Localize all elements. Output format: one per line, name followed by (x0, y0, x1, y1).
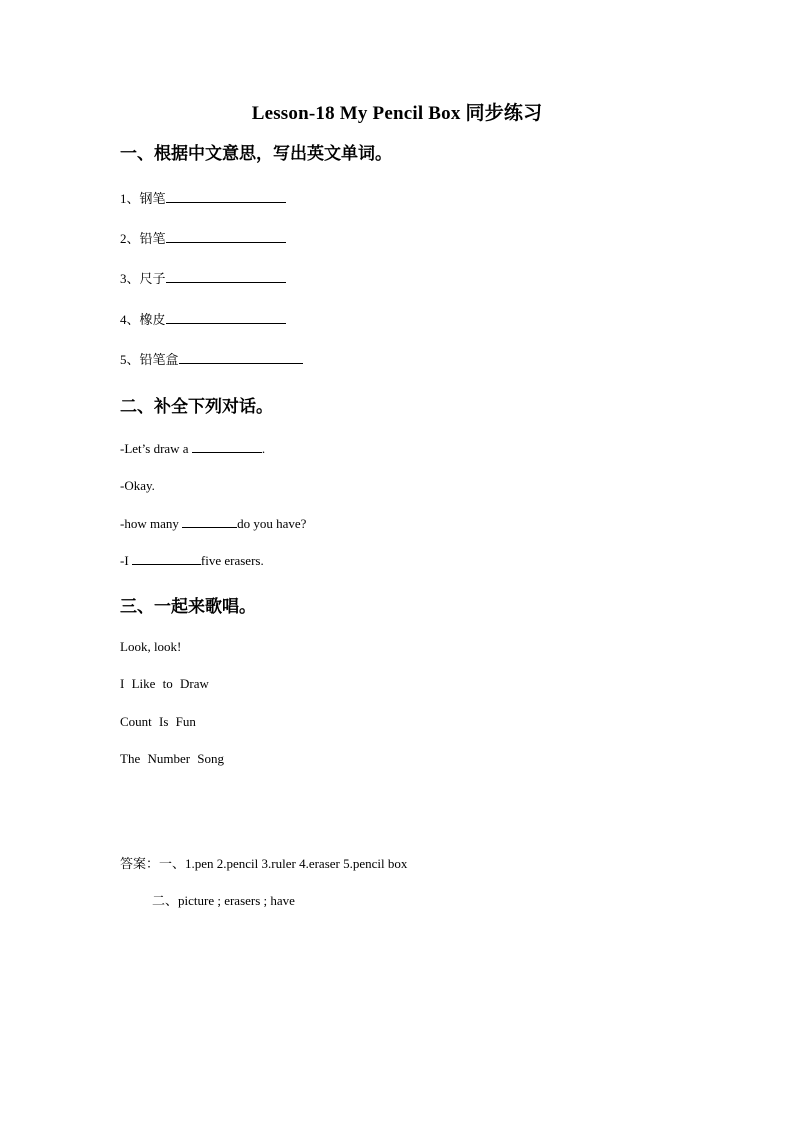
page-title: Lesson-18 My Pencil Box 同步练习 (251, 103, 543, 124)
song-title: Look, look! (120, 639, 182, 654)
answer-blank[interactable] (166, 230, 286, 243)
dialogue-line-1 (120, 440, 265, 457)
answer-blank[interactable] (166, 190, 286, 203)
dialogue-text: -I (120, 553, 132, 568)
item-label: 铅笔 (139, 231, 166, 246)
dialogue-text: -Let’s draw a (120, 441, 192, 456)
vocab-item-3 (120, 268, 286, 287)
song-title: Count Is Fun (120, 714, 196, 729)
item-number: 5、 (120, 352, 140, 367)
dialogue-text: five erasers. (200, 553, 264, 568)
answer-blank[interactable] (166, 270, 286, 283)
item-number: 3、 (120, 271, 140, 286)
item-number: 1、 (120, 191, 140, 206)
item-number: 2、 (120, 231, 140, 246)
answer-blank[interactable] (182, 515, 237, 528)
dialogue-text: . (261, 441, 266, 456)
answer-blank[interactable] (192, 440, 262, 453)
vocab-item-1 (120, 188, 286, 207)
section-2-heading: 二、补全下列对话。 (120, 397, 273, 417)
song-title: I Like to Draw (120, 676, 209, 691)
dialogue-text: do you have? (237, 516, 307, 531)
answer-blank[interactable] (179, 351, 303, 364)
item-number: 4、 (120, 312, 140, 327)
dialogue-line-4 (120, 552, 264, 569)
dialogue-line-2 (120, 478, 155, 494)
item-label: 橡皮 (139, 312, 166, 327)
vocab-item-5 (120, 349, 303, 368)
vocab-item-4 (120, 309, 286, 328)
dialogue-text: -Okay. (120, 478, 155, 493)
item-label: 尺子 (139, 271, 166, 286)
dialogue-text: -how many (120, 516, 183, 531)
answer-blank[interactable] (166, 311, 286, 324)
answer-blank[interactable] (132, 552, 201, 565)
item-label: 钢笔 (139, 191, 166, 206)
song-title: The Number Song (120, 751, 225, 766)
section-1-heading: 一、根据中文意思，写出英文单词。 (120, 144, 392, 164)
answer-key-line-1: 答案：一、1.pen 2.pencil 3.ruler 4.eraser 5.pencil box (120, 856, 408, 871)
dialogue-line-3 (120, 515, 306, 532)
answer-key-line-2: 二、picture ; erasers ; have (152, 893, 295, 908)
vocab-item-2 (120, 228, 286, 247)
item-label: 铅笔盒 (139, 352, 179, 367)
section-3-heading: 三、一起来歌唱。 (120, 597, 256, 617)
